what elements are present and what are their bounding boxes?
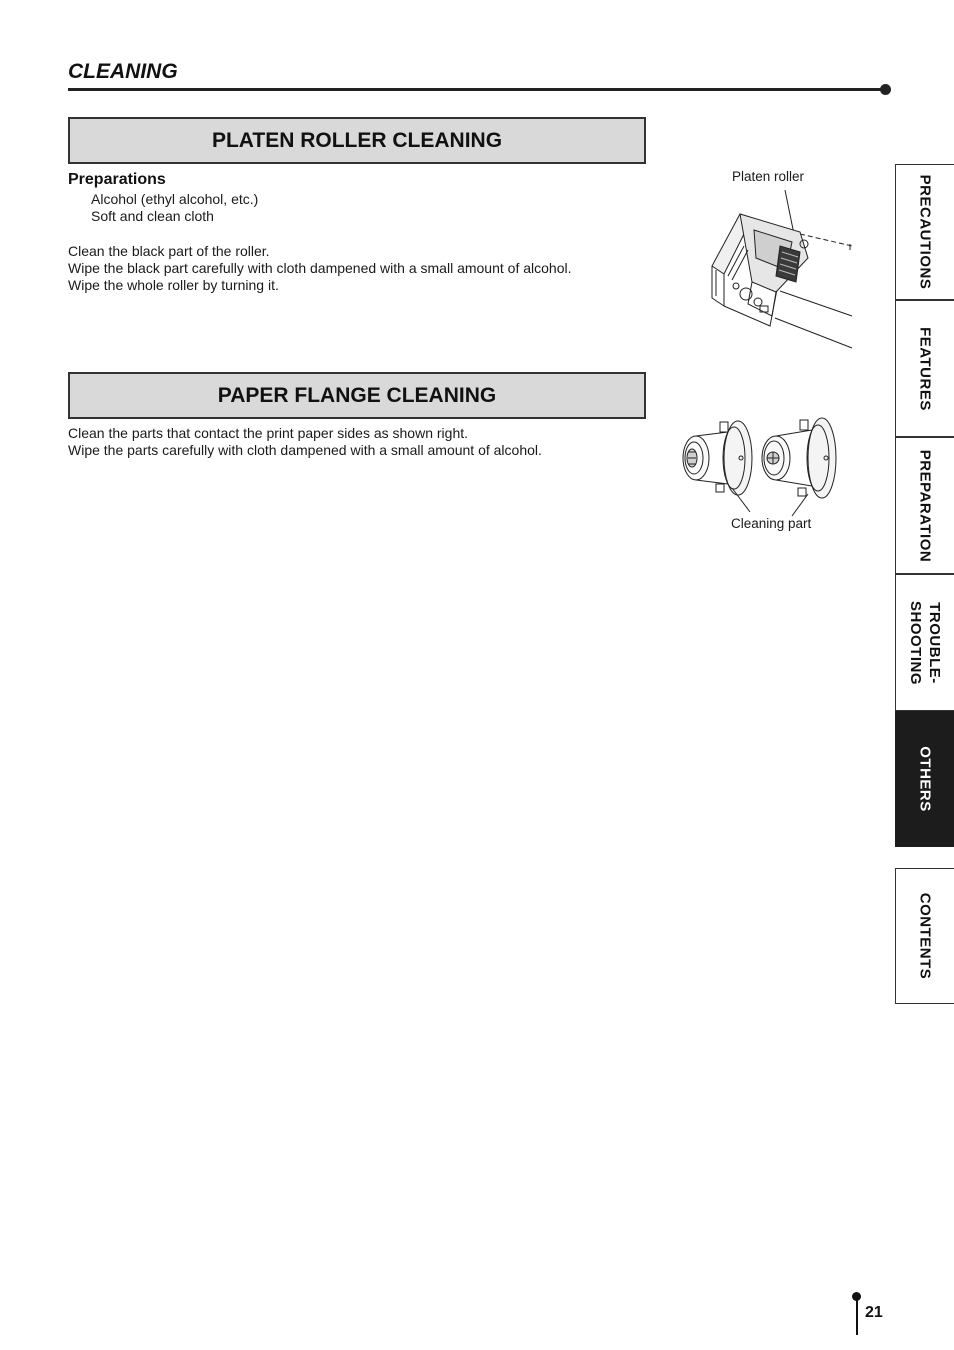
flange-step: Wipe the parts carefully with cloth dampened with a small amount of alcohol. (68, 442, 542, 458)
tab-precautions-label: PRECAUTIONS (916, 174, 934, 290)
tab-others-label: OTHERS (916, 746, 934, 812)
tab-preparation[interactable] (895, 437, 954, 574)
cleaning-part-label: Cleaning part (731, 516, 812, 531)
platen-roller-illustration (700, 186, 860, 356)
platen-roller-heading: PLATEN ROLLER CLEANING (68, 117, 646, 164)
platen-step: Wipe the black part carefully with cloth dampened with a small amount of alcohol. (68, 260, 572, 276)
tab-contents-label: CONTENTS (916, 892, 934, 980)
tab-contents[interactable] (895, 868, 954, 1004)
prep-item: Alcohol (ethyl alcohol, etc.) (91, 191, 259, 207)
tab-preparation-label: PREPARATION (916, 449, 934, 562)
preparations-title: Preparations (68, 171, 166, 188)
tab-features-label: FEATURES (916, 326, 934, 411)
platen-roller-label: Platen roller (732, 169, 805, 184)
tab-features[interactable] (895, 300, 954, 437)
tab-others[interactable] (895, 711, 954, 847)
tab-troubleshooting-label: TROUBLE- SHOOTING (907, 600, 943, 685)
flange-step: Clean the parts that contact the print paper sides as shown right. (68, 425, 469, 441)
page-number: 21 (865, 1304, 883, 1321)
platen-step: Clean the black part of the roller. (68, 243, 270, 259)
title-rule (68, 88, 884, 91)
paper-flange-illustration (676, 414, 846, 518)
tab-troubleshooting[interactable] (895, 574, 954, 711)
paper-flange-heading: PAPER FLANGE CLEANING (68, 372, 646, 419)
prep-item: Soft and clean cloth (91, 208, 214, 224)
page-title: CLEANING (68, 60, 178, 83)
title-rule-end-dot (880, 84, 891, 95)
platen-step: Wipe the whole roller by turning it. (68, 277, 279, 293)
tab-precautions[interactable] (895, 164, 954, 300)
page-number-rule (856, 1297, 858, 1335)
